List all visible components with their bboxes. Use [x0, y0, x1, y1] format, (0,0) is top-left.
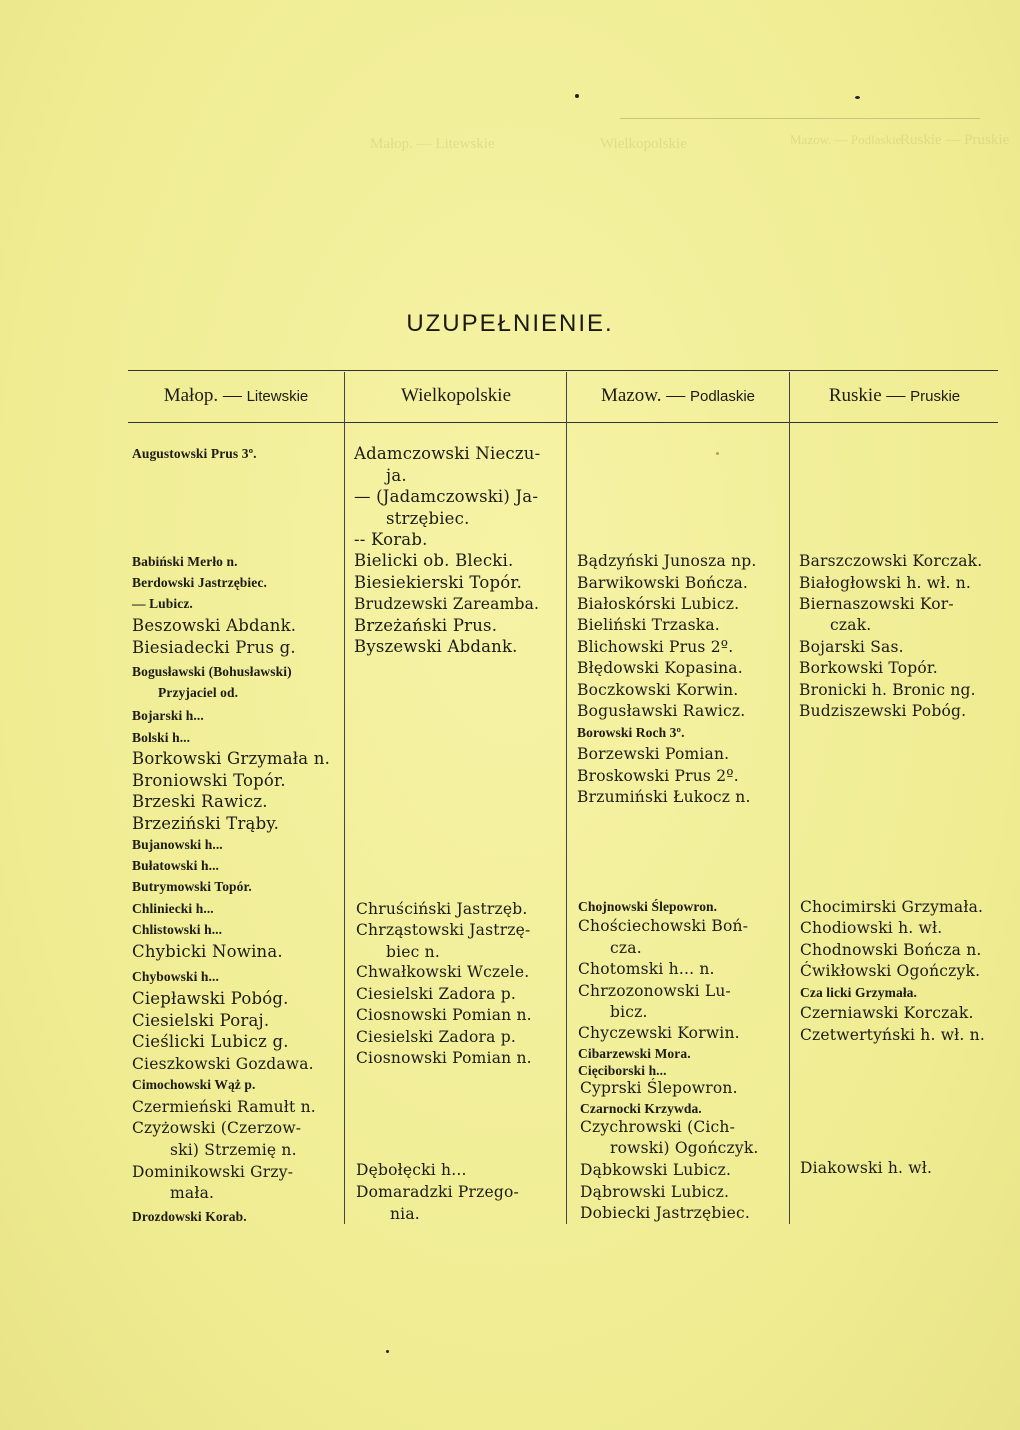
list-item: Cza licki Grzymała. [800, 985, 917, 1000]
list-item: Brzeżański Prus. [354, 616, 498, 635]
list-item: Byszewski Abdank. [354, 637, 518, 656]
ink-speck [575, 94, 579, 98]
list-item: Biesiadecki Prus g. [132, 638, 296, 657]
list-item: Chlistowski h... [132, 922, 223, 937]
list-item: Dębołęcki h... [356, 1161, 467, 1179]
list-item: Dominikowski Grzy- [132, 1163, 294, 1181]
list-item: Czychrowski (Cich- [580, 1118, 736, 1136]
column-divider [566, 372, 567, 1224]
list-item: Bujanowski h... [132, 837, 223, 852]
list-item: Ciosnowski Pomian n. [356, 1006, 532, 1024]
list-item: Cibarzewski Mora. [578, 1046, 691, 1061]
list-item: Bielicki ob. Blecki. [354, 551, 514, 570]
list-item: Chrząstowski Jastrzę- [356, 921, 531, 939]
list-item: Dąbkowski Lubicz. [580, 1161, 732, 1179]
list-item: Blichowski Prus 2º. [577, 638, 734, 656]
column-header-name: Ruskie [828, 385, 882, 406]
list-item: Chocimirski Grzymała. [800, 898, 984, 916]
list-item: Cięciborski h... [578, 1063, 667, 1078]
list-item: Barszczowski Korczak. [799, 552, 983, 570]
list-item: Chliniecki h... [132, 901, 214, 916]
list-item: Chodnowski Bończa n. [800, 941, 982, 959]
column-header-name: Małop. [163, 385, 219, 406]
list-item: Drozdowski Korab. [132, 1209, 247, 1224]
list-item: Budziszewski Pobóg. [799, 702, 967, 720]
column-header-name: Mazow. [600, 385, 662, 406]
list-item: biec n. [386, 943, 440, 961]
bleed-through-text: Ruskie — Pruskie [900, 132, 1010, 148]
list-item: Bogusławski Rawicz. [577, 702, 746, 720]
list-item: Borkowski Topór. [799, 659, 938, 677]
list-item: Ciosnowski Pomian n. [356, 1049, 532, 1067]
list-item: — Lubicz. [132, 596, 193, 611]
column-header-mazow: Mazow. — Podlaskie [600, 385, 756, 406]
column-header-sub: Pruskie [910, 388, 961, 405]
column-header-name: Wielkopolskie [400, 385, 512, 406]
list-item: Babiński Merło n. [132, 554, 238, 569]
list-item: Domaradzki Przego- [356, 1183, 519, 1201]
list-item: -- Korab. [354, 530, 428, 549]
list-item: Czarnocki Krzywda. [580, 1101, 702, 1116]
list-item: Bułatowski h... [132, 858, 220, 873]
list-item: Brzeski Rawicz. [132, 792, 268, 811]
list-item: Chrzozonowski Lu- [578, 982, 731, 1000]
list-item: Biesiekierski Topór. [354, 573, 523, 592]
column-header-wielkopolskie [346, 385, 566, 413]
list-item: Ciesielski Zadora p. [356, 1028, 516, 1046]
bleed-through-text: Wielkopolskie [600, 136, 687, 152]
list-item: Chybowski h... [132, 969, 219, 984]
list-item: Berdowski Jastrzębiec. [132, 575, 267, 590]
column-header-sub: Litewskie [246, 388, 309, 405]
list-item: Diakowski h. wł. [800, 1159, 933, 1177]
list-item: Bojarski Sas. [799, 638, 904, 656]
list-item: Borzewski Pomian. [577, 745, 730, 763]
list-item: Czermieński Ramułt n. [132, 1098, 316, 1116]
list-item: Bądzyński Junosza np. [577, 552, 757, 570]
list-item: Broniowski Topór. [132, 771, 286, 790]
ink-speck [716, 452, 719, 455]
list-item: cza. [610, 939, 642, 957]
list-item: Bogusławski (Bohusławski) [132, 664, 292, 679]
list-item: Ciesielski Poraj. [132, 1011, 270, 1030]
list-item: Chybicki Nowina. [132, 942, 283, 961]
list-item: Brzumiński Łukocz n. [577, 788, 751, 806]
list-item: Borowski Roch 3º. [577, 725, 685, 740]
ink-speck [855, 96, 860, 99]
list-item: bicz. [610, 1003, 648, 1021]
list-item: nia. [390, 1205, 420, 1223]
ink-speck [386, 1350, 389, 1353]
list-item: Ciesielski Zadora p. [356, 985, 516, 1003]
list-item: Cieszkowski Gozdawa. [132, 1055, 314, 1073]
list-item: Brudzewski Zareamba. [354, 595, 540, 613]
list-item: Chotomski h... n. [578, 960, 715, 978]
list-item: Borkowski Grzymała n. [132, 749, 331, 768]
list-item: Boczkowski Korwin. [577, 681, 739, 699]
list-item: ja. [386, 466, 407, 485]
list-item: Brzeziński Trąby. [132, 814, 280, 833]
list-item: Biernaszowski Kor- [799, 595, 954, 613]
list-item: Dobiecki Jastrzębiec. [580, 1204, 751, 1222]
bleed-through-rule [620, 118, 980, 119]
list-item: Dąbrowski Lubicz. [580, 1183, 730, 1201]
column-header-ruskie: Ruskie — Pruskie [828, 385, 961, 406]
list-item: Adamczowski Nieczu- [354, 444, 541, 463]
table-top-rule [128, 370, 998, 371]
list-item: Chościechowski Boń- [578, 917, 749, 935]
list-item: Błędowski Kopasina. [577, 659, 743, 677]
bleed-through-text: Mazow. — Podlaskie [790, 132, 902, 147]
list-item: Chruściński Jastrzęb. [356, 900, 528, 918]
list-item: Ciepławski Pobóg. [132, 989, 289, 1008]
list-item: Czyżowski (Czerzow- [132, 1119, 302, 1137]
list-item: Czetwertyński h. wł. n. [800, 1026, 985, 1044]
list-item: Cieślicki Lubicz g. [132, 1032, 289, 1051]
list-item: Chwałkowski Wczele. [356, 963, 530, 981]
list-item: Butrymowski Topór. [132, 879, 252, 894]
list-item: rowski) Ogończyk. [610, 1139, 759, 1157]
list-item: Bolski h... [132, 730, 191, 745]
list-item: Bieliński Trzaska. [577, 616, 720, 634]
column-divider [789, 372, 790, 1224]
list-item: Bojarski h... [132, 708, 204, 723]
header-bottom-rule [128, 422, 998, 423]
bleed-through-text: Małop. — Litewskie [370, 136, 495, 152]
list-item: Beszowski Abdank. [132, 616, 297, 635]
list-item: Cimochowski Wąż p. [132, 1077, 256, 1092]
list-item: Bronicki h. Bronic ng. [799, 681, 976, 699]
list-item: — (Jadamczowski) Ja- [354, 487, 539, 506]
list-item: Cyprski Ślepowron. [580, 1079, 738, 1097]
list-item: Ćwikłowski Ogończyk. [800, 962, 981, 980]
column-header-malop: Małop. — Litewskie [163, 385, 309, 406]
list-item: Augustowski Prus 3º. [132, 446, 257, 461]
column-header-sub: Podlaskie [689, 388, 756, 405]
list-item: Białogłowski h. wł. n. [799, 574, 972, 592]
list-item: Chojnowski Ślepowron. [578, 899, 718, 914]
list-item: Chodiowski h. wł. [800, 919, 943, 937]
list-item: Przyjaciel od. [158, 685, 239, 700]
page-title: UZUPEŁNIENIE. [406, 310, 614, 337]
list-item: ski) Strzemię n. [170, 1141, 297, 1159]
column-divider [344, 372, 345, 1224]
list-item: Białoskórski Lubicz. [577, 595, 740, 613]
list-item: strzębiec. [386, 509, 470, 528]
list-item: Czerniawski Korczak. [800, 1004, 974, 1022]
list-item: czak. [830, 616, 872, 634]
list-item: Barwikowski Bończa. [577, 574, 749, 592]
list-item: mała. [170, 1184, 215, 1202]
list-item: Broskowski Prus 2º. [577, 767, 739, 785]
list-item: Chyczewski Korwin. [578, 1024, 740, 1042]
